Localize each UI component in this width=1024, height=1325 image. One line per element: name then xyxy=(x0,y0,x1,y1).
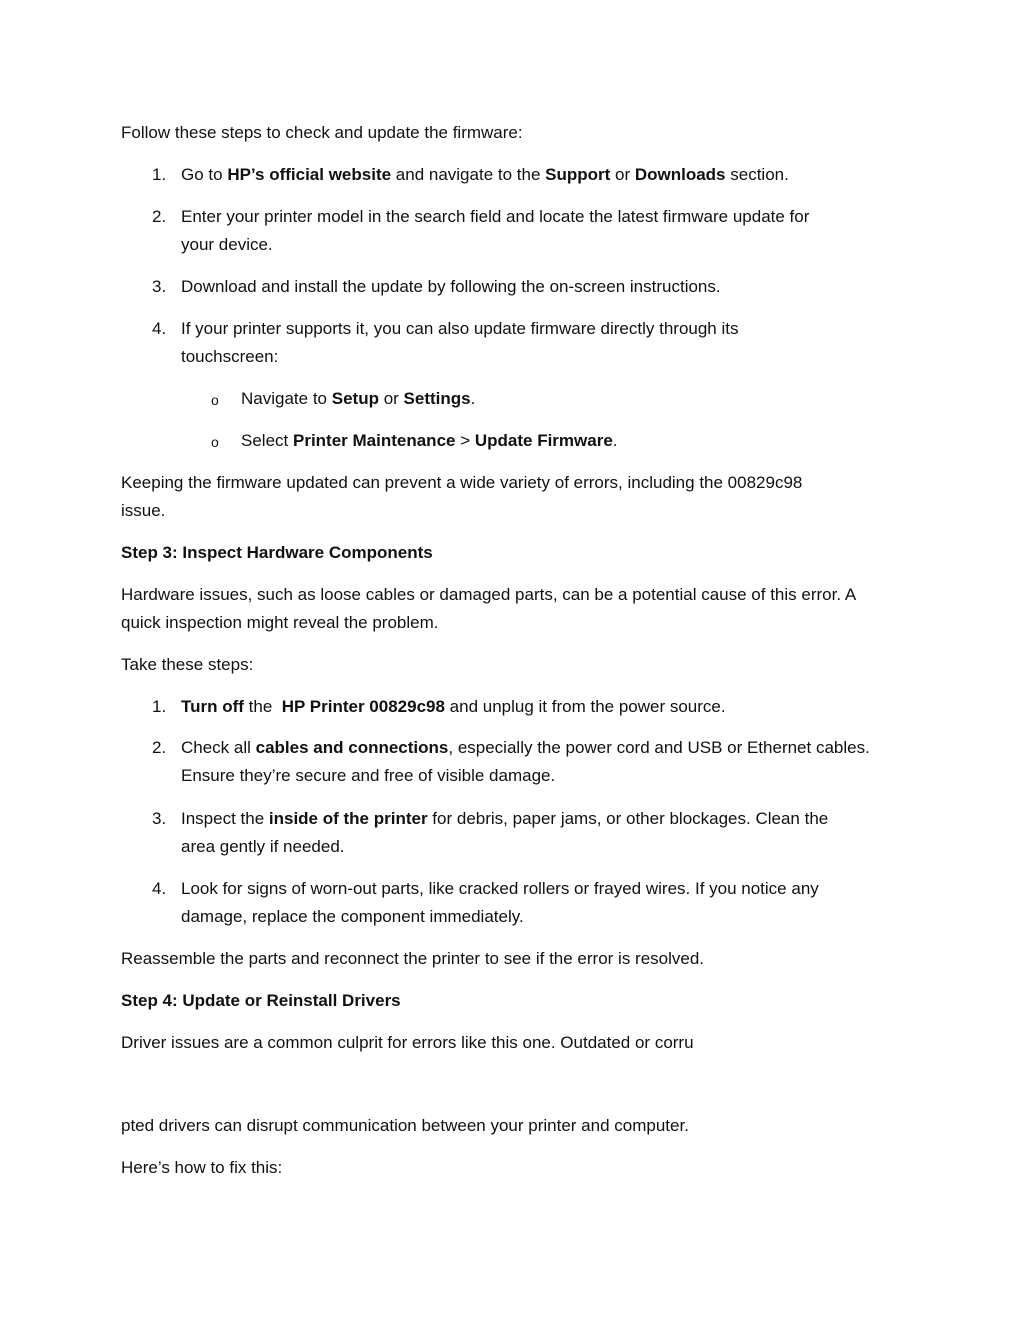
list-item-text-continued: damage, replace the component immediately. xyxy=(181,907,524,926)
list-item-text: Look for signs of worn-out parts, like cracked rollers or frayed wires. If you notice any xyxy=(181,879,819,898)
list-number: 2. xyxy=(152,738,167,757)
paragraph: Driver issues are a common culprit for errors like this one. Outdated or corru xyxy=(121,1033,694,1052)
paragraph-continued: pted drivers can disrupt communication between your printer and computer. xyxy=(121,1116,689,1135)
list-item-text: If your printer supports it, you can also update firmware directly through its xyxy=(181,319,739,338)
list-item-text: Go to HP’s official website and navigate to the Support or Downloads section. xyxy=(181,165,789,184)
list-number: 1. xyxy=(152,697,167,716)
list-item-text-continued: touchscreen: xyxy=(181,347,279,366)
bullet-marker: o xyxy=(211,434,219,450)
paragraph: Take these steps: xyxy=(121,655,254,674)
paragraph-continued: quick inspection might reveal the problem. xyxy=(121,613,439,632)
step4-heading: Step 4: Update or Reinstall Drivers xyxy=(121,991,401,1010)
paragraph: Keeping the firmware updated can prevent a wide variety of errors, including the 00829c98 xyxy=(121,473,803,492)
paragraph: Reassemble the parts and reconnect the printer to see if the error is resolved. xyxy=(121,949,705,968)
list-number: 1. xyxy=(152,165,167,184)
list-number: 2. xyxy=(152,207,167,226)
list-item-text: Download and install the update by following the on-screen instructions. xyxy=(181,277,721,296)
hp-website-bold: HP’s official website xyxy=(227,165,392,184)
list-number: 3. xyxy=(152,277,167,296)
list-item-text-continued: Ensure they’re secure and free of visible damage. xyxy=(181,766,556,785)
paragraph-continued: issue. xyxy=(121,501,166,520)
list-number: 3. xyxy=(152,809,167,828)
list-item-text-continued: area gently if needed. xyxy=(181,837,345,856)
list-number: 4. xyxy=(152,319,167,338)
bullet-marker: o xyxy=(211,392,219,408)
list-item-text: Inspect the inside of the printer for debris, paper jams, or other blockages. Clean the xyxy=(181,809,829,828)
list-number: 4. xyxy=(152,879,167,898)
list-item-text: Turn off the HP Printer 00829c98 and unplug it from the power source. xyxy=(181,697,726,716)
list-item-text: Enter your printer model in the search field and locate the latest firmware update for xyxy=(181,207,810,226)
list-item-text: Check all cables and connections, especially the power cord and USB or Ethernet cables. xyxy=(181,738,870,757)
list-item-text-continued: your device. xyxy=(181,235,273,254)
paragraph: Hardware issues, such as loose cables or damaged parts, can be a potential cause of this error. A xyxy=(121,585,857,604)
paragraph: Here’s how to fix this: xyxy=(121,1158,283,1177)
step3-heading: Step 3: Inspect Hardware Components xyxy=(121,543,433,562)
intro-paragraph: Follow these steps to check and update the firmware: xyxy=(121,123,523,142)
sub-list-item: Navigate to Setup or Settings. xyxy=(241,389,476,408)
sub-list-item: Select Printer Maintenance > Update Firmware. xyxy=(241,431,618,450)
